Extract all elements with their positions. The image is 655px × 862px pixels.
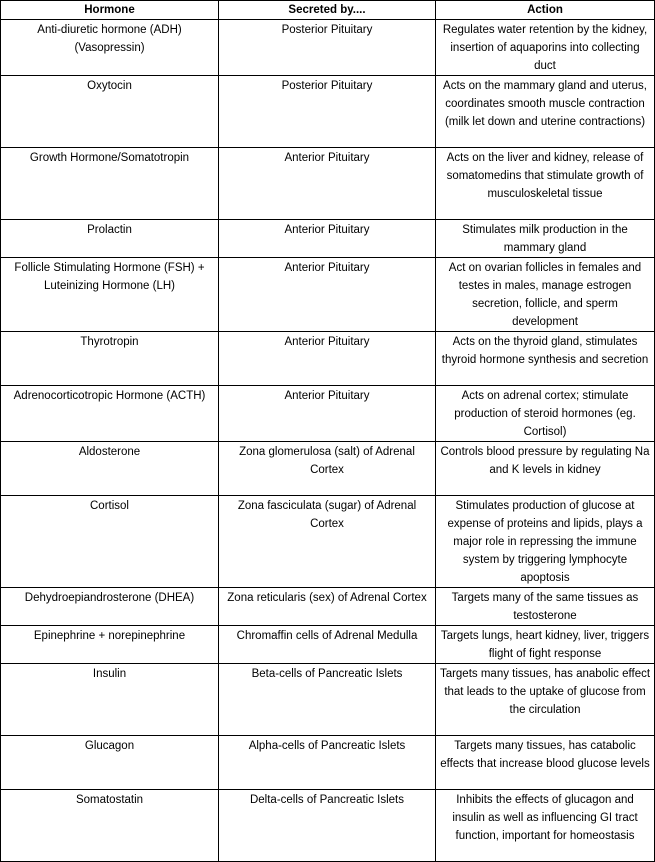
table-row bbox=[1, 626, 655, 664]
hormone-cell: Epinephrine + norepinephrine bbox=[1, 626, 219, 664]
hormone-cell: Follicle Stimulating Hormone (FSH) + Luteinizing Hormone (LH) bbox=[1, 258, 219, 332]
column-header-hormone: Hormone bbox=[1, 1, 219, 20]
secreted-by-cell: Zona reticularis (sex) of Adrenal Cortex bbox=[219, 588, 436, 626]
table-row bbox=[1, 332, 655, 386]
hormone-cell: Cortisol bbox=[1, 496, 219, 588]
secreted-by-cell: Zona glomerulosa (salt) of Adrenal Cortex bbox=[219, 442, 436, 496]
action-cell: Targets lungs, heart kidney, liver, triggers flight of fight response bbox=[436, 626, 655, 664]
secreted-by-cell: Chromaffin cells of Adrenal Medulla bbox=[219, 626, 436, 664]
action-cell: Regulates water retention by the kidney, insertion of aquaporins into collecting duct bbox=[436, 20, 655, 76]
hormone-cell: Insulin bbox=[1, 664, 219, 736]
action-cell: Controls blood pressure by regulating Na and K levels in kidney bbox=[436, 442, 655, 496]
table-row bbox=[1, 664, 655, 736]
table-row bbox=[1, 148, 655, 220]
secreted-by-cell: Anterior Pituitary bbox=[219, 332, 436, 386]
action-cell: Acts on the thyroid gland, stimulates thyroid hormone synthesis and secretion bbox=[436, 332, 655, 386]
secreted-by-cell: Beta-cells of Pancreatic Islets bbox=[219, 664, 436, 736]
action-cell: Targets many of the same tissues as testosterone bbox=[436, 588, 655, 626]
hormone-cell: Oxytocin bbox=[1, 76, 219, 148]
secreted-by-cell: Anterior Pituitary bbox=[219, 386, 436, 442]
table-header-row bbox=[1, 1, 655, 20]
hormone-cell: Glucagon bbox=[1, 736, 219, 790]
table-row bbox=[1, 386, 655, 442]
action-cell: Stimulates production of glucose at expense of proteins and lipids, plays a major role in repressing the immune system by triggering lymphocyte apoptosis bbox=[436, 496, 655, 588]
hormone-cell: Aldosterone bbox=[1, 442, 219, 496]
action-cell: Inhibits the effects of glucagon and insulin as well as influencing GI tract function, important for homeostasis bbox=[436, 790, 655, 862]
secreted-by-cell: Anterior Pituitary bbox=[219, 148, 436, 220]
secreted-by-cell: Anterior Pituitary bbox=[219, 220, 436, 258]
table-row bbox=[1, 496, 655, 588]
secreted-by-cell: Delta-cells of Pancreatic Islets bbox=[219, 790, 436, 862]
table-row bbox=[1, 20, 655, 76]
action-cell: Act on ovarian follicles in females and testes in males, manage estrogen secretion, follicle, and sperm development bbox=[436, 258, 655, 332]
table-row bbox=[1, 736, 655, 790]
hormone-cell: Prolactin bbox=[1, 220, 219, 258]
hormone-cell: Growth Hormone/Somatotropin bbox=[1, 148, 219, 220]
hormone-cell: Adrenocorticotropic Hormone (ACTH) bbox=[1, 386, 219, 442]
secreted-by-cell: Anterior Pituitary bbox=[219, 258, 436, 332]
table-row bbox=[1, 588, 655, 626]
action-cell: Stimulates milk production in the mammary gland bbox=[436, 220, 655, 258]
table-row bbox=[1, 442, 655, 496]
action-cell: Targets many tissues, has catabolic effects that increase blood glucose levels bbox=[436, 736, 655, 790]
action-cell: Targets many tissues, has anabolic effect that leads to the uptake of glucose from the circulation bbox=[436, 664, 655, 736]
action-cell: Acts on the mammary gland and uterus, coordinates smooth muscle contraction (milk let down and uterine contractions) bbox=[436, 76, 655, 148]
action-cell: Acts on adrenal cortex; stimulate production of steroid hormones (eg. Cortisol) bbox=[436, 386, 655, 442]
hormone-cell: Dehydroepiandrosterone (DHEA) bbox=[1, 588, 219, 626]
secreted-by-cell: Posterior Pituitary bbox=[219, 20, 436, 76]
table-row bbox=[1, 258, 655, 332]
column-header-action: Action bbox=[436, 1, 655, 20]
hormone-cell: Somatostatin bbox=[1, 790, 219, 862]
column-header-secreted-by: Secreted by.... bbox=[219, 1, 436, 20]
secreted-by-cell: Zona fasciculata (sugar) of Adrenal Cortex bbox=[219, 496, 436, 588]
table-row bbox=[1, 790, 655, 862]
hormone-cell: Thyrotropin bbox=[1, 332, 219, 386]
hormone-cell: Anti-diuretic hormone (ADH) (Vasopressin) bbox=[1, 20, 219, 76]
table-row bbox=[1, 76, 655, 148]
secreted-by-cell: Alpha-cells of Pancreatic Islets bbox=[219, 736, 436, 790]
action-cell: Acts on the liver and kidney, release of somatomedins that stimulate growth of musculoskeletal tissue bbox=[436, 148, 655, 220]
secreted-by-cell: Posterior Pituitary bbox=[219, 76, 436, 148]
table-row bbox=[1, 220, 655, 258]
